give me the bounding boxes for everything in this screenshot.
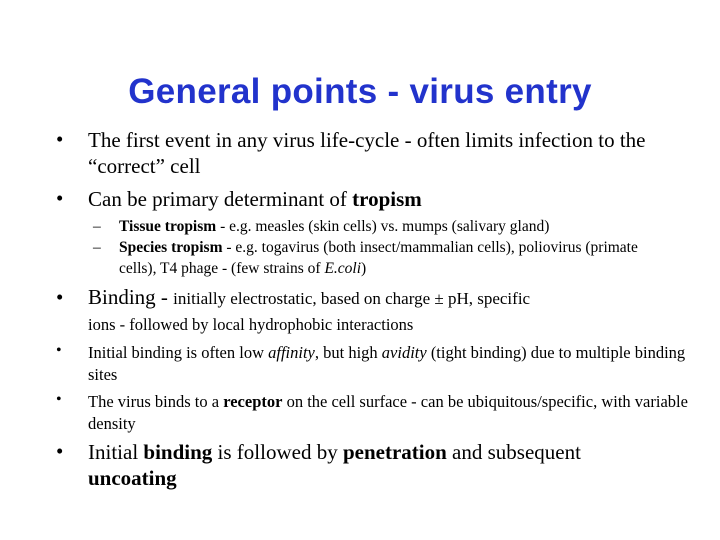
bullet-1-marker: •: [56, 127, 64, 151]
bullet-6-penetration: penetration: [342, 440, 447, 464]
bullet-2-bold: tropism: [352, 187, 422, 211]
bullet-3-line2: ions - followed by local hydrophobic interactions: [88, 315, 414, 334]
bullet-6-text: [88, 439, 648, 491]
bullet-2-plain: Can be primary determinant of: [88, 187, 353, 211]
sub-bullet-2-marker: –: [93, 239, 101, 256]
slide-title: General points - virus entry: [128, 72, 592, 111]
bullet-6-uncoating: uncoating: [88, 466, 177, 490]
bullet-3-text: [88, 285, 688, 311]
sub-bullet-1-plain: - e.g. measles (skin cells) vs. mumps (salivary gland): [216, 218, 550, 235]
sub-bullet-2-plain: - e.g. togavirus (both insect/mammalian cells), poliovirus (primate cells), T4 phage - (few strains of: [119, 239, 638, 277]
bullet-2-text: [88, 186, 688, 212]
bullet-6-plain-1: Initial: [88, 440, 144, 464]
sub-bullet-1-text: [119, 216, 679, 237]
bullet-6-marker: •: [56, 439, 64, 463]
bullet-4-text: [88, 342, 688, 386]
bullet-4-marker: •: [56, 342, 62, 359]
bullet-5-plain-2: on the cell surface - can be ubiquitous/specific, with variable density: [88, 392, 688, 433]
bullet-3-rest: initially electrostatic, based on charge ± pH, specific: [173, 289, 531, 308]
bullet-2-marker: •: [56, 186, 64, 210]
bullet-4-plain-2: , but high: [314, 343, 382, 362]
sub-bullet-2-bold: Species tropism: [119, 239, 223, 256]
bullet-1-text: The first event in any virus life-cycle - often limits infection to the “correct” cell: [88, 128, 646, 178]
bullet-4-plain-3: (tight binding) due to multiple binding sites: [88, 343, 686, 384]
bullet-6-binding: binding: [143, 440, 213, 464]
sub-bullet-1-marker: –: [93, 218, 101, 235]
bullet-4-plain-1: Initial binding is often low: [88, 343, 269, 362]
sub-bullet-2-end: ): [361, 260, 367, 277]
bullet-4-affinity: affinity: [268, 343, 315, 362]
bullet-5-bold: receptor: [223, 392, 283, 411]
bullet-3-marker: •: [56, 285, 64, 309]
sub-bullet-2-italic: E.coli: [324, 260, 362, 277]
bullet-6-plain-2: is followed by: [212, 440, 343, 464]
bullet-5-marker: •: [56, 391, 62, 408]
sub-bullet-2-text: [119, 237, 679, 279]
bullet-4-avidity: avidity: [381, 343, 427, 362]
bullet-6-plain-3: and subsequent: [446, 440, 581, 464]
bullet-5-plain-1: The virus binds to a: [88, 392, 224, 411]
sub-bullet-1-bold: Tissue tropism: [119, 218, 217, 235]
bullet-3-head: Binding -: [88, 285, 174, 309]
bullet-5-text: [88, 391, 688, 435]
